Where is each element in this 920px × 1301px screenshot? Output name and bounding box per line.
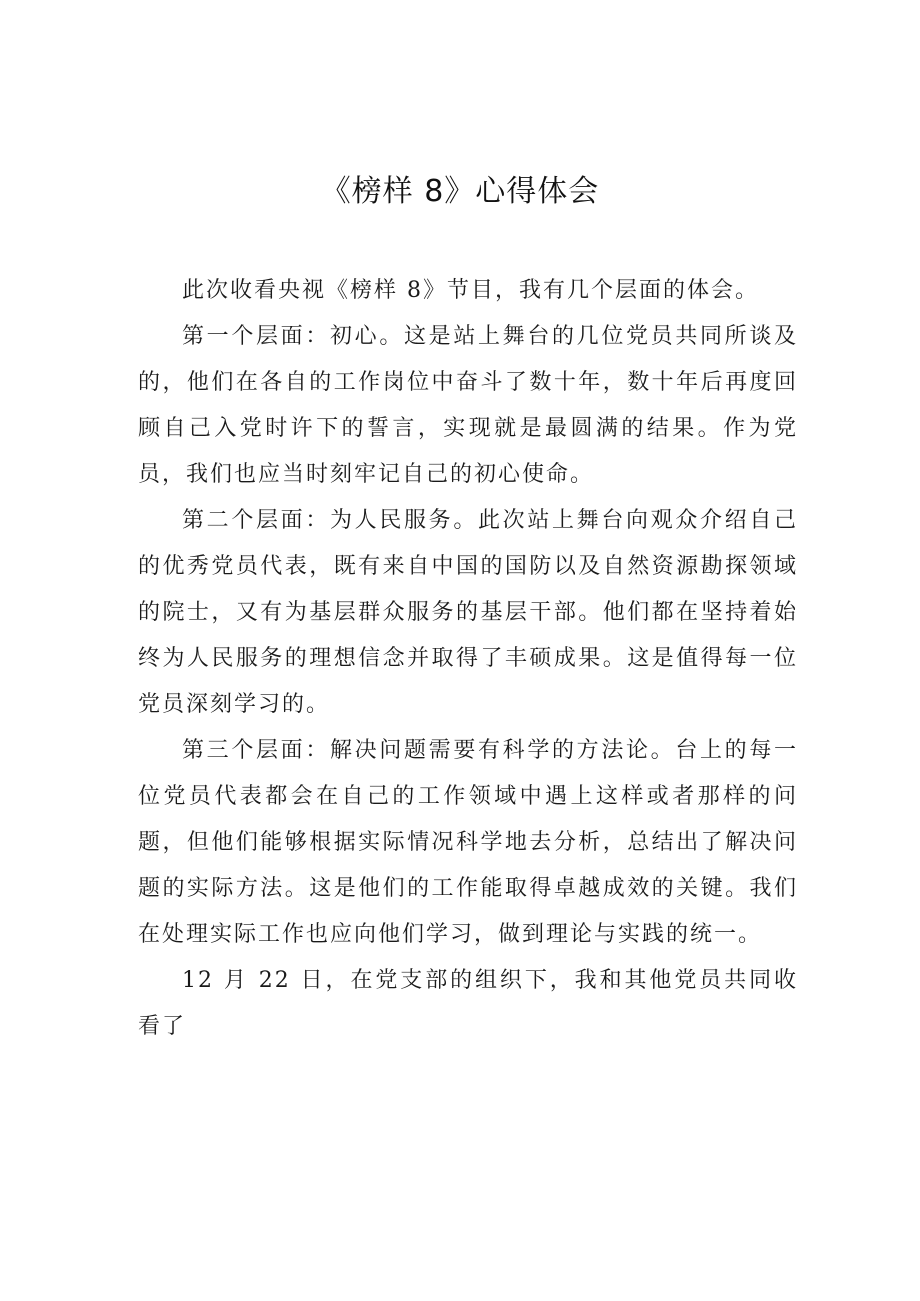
paragraph-level-one: 第一个层面：初心。这是站上舞台的几位党员共同所谈及的，他们在各自的工作岗位中奋斗了数十年，数十年后再度回顾自己入党时许下的誓言，实现就是最圆满的结果。作为党员，我们也应当时刻牢记自己的初心使命。	[138, 324, 798, 487]
document-body	[138, 268, 798, 1050]
document-title: 《榜样 8》心得体会	[320, 174, 600, 209]
paragraph-level-three: 第三个层面：解决问题需要有科学的方法论。台上的每一位党员代表都会在自己的工作领域中遇上这样或者那样的问题，但他们能够根据实际情况科学地去分析，总结出了解决问题的实际方法。这是他们的工作能取得卓越成效的关键。我们在处理实际工作也应向他们学习，做到理论与实践的统一。	[138, 738, 798, 947]
paragraph-level-two: 第二个层面：为人民服务。此次站上舞台向观众介绍自己的优秀党员代表，既有来自中国的国防以及自然资源勘探领域的院士，又有为基层群众服务的基层干部。他们都在坚持着始终为人民服务的理想信念并取得了丰硕成果。这是值得每一位党员深刻学习的。	[138, 508, 798, 717]
paragraph-date: 12 月 22 日，在党支部的组织下，我和其他党员共同收看了	[138, 968, 798, 1039]
paragraph-intro: 此次收看央视《榜样 8》节目，我有几个层面的体会。	[182, 278, 759, 303]
